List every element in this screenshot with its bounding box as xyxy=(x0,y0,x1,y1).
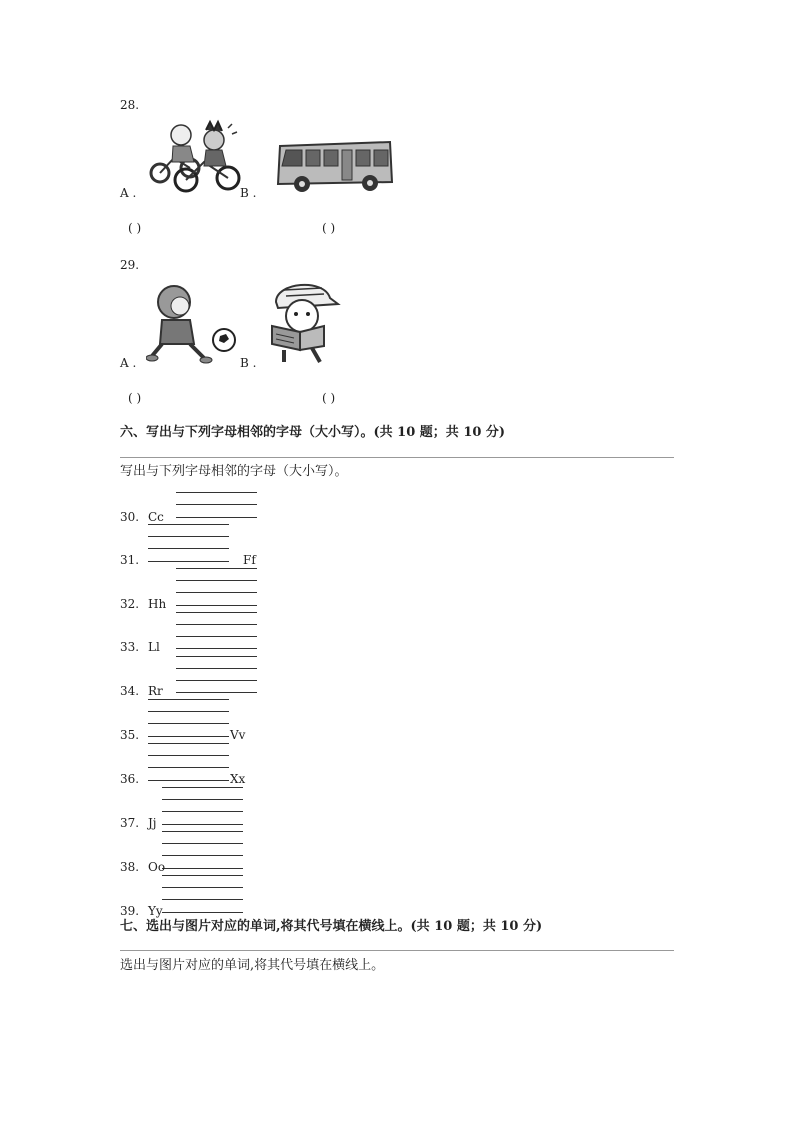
item-35-number: 35. xyxy=(120,728,140,742)
football-boy-illustration xyxy=(146,282,240,366)
question-28-blank-b[interactable]: ( ) xyxy=(322,221,336,235)
item-30-letter: Cc xyxy=(148,510,164,524)
item-38-number: 38. xyxy=(120,860,140,874)
answer-line-33c[interactable] xyxy=(176,636,257,637)
question-29-number: 29. xyxy=(120,258,140,272)
item-38-letter: Oo xyxy=(148,860,166,874)
section-7-heading: 七、选出与图片对应的单词,将其代号填在横线上。(共 10 题；共 10 分) xyxy=(120,919,543,934)
item-37-number: 37. xyxy=(120,816,140,830)
answer-line-32b[interactable] xyxy=(176,580,257,581)
item-31-letter: Ff xyxy=(243,553,256,567)
answer-line-36b[interactable] xyxy=(148,755,229,756)
question-28-option-b: B . xyxy=(240,186,257,200)
item-34-number: 34. xyxy=(120,684,140,698)
answer-line-37d[interactable] xyxy=(162,824,243,825)
section-7-divider xyxy=(120,950,674,951)
item-30-number: 30. xyxy=(120,510,140,524)
answer-line-34d[interactable] xyxy=(176,692,257,693)
answer-line-38d[interactable] xyxy=(162,868,243,869)
answer-line-31c[interactable] xyxy=(148,548,229,549)
section-6-heading: 六、写出与下列字母相邻的字母（大小写）。(共 10 题；共 10 分) xyxy=(120,425,506,440)
answer-line-35d[interactable] xyxy=(148,736,229,737)
answer-line-33b[interactable] xyxy=(176,624,257,625)
answer-line-38a[interactable] xyxy=(162,831,243,832)
question-29-option-b: B . xyxy=(240,356,257,370)
question-29-option-a: A . xyxy=(120,356,137,370)
answer-line-31a[interactable] xyxy=(148,524,229,525)
item-32-number: 32. xyxy=(120,597,140,611)
answer-line-38c[interactable] xyxy=(162,855,243,856)
answer-line-34a[interactable] xyxy=(176,656,257,657)
answer-line-30a[interactable] xyxy=(176,492,257,493)
section-6-instruction: 写出与下列字母相邻的字母（大小写）。 xyxy=(120,464,348,479)
answer-line-37a[interactable] xyxy=(162,787,243,788)
bicycles-illustration xyxy=(148,118,242,196)
answer-line-34c[interactable] xyxy=(176,680,257,681)
answer-line-38b[interactable] xyxy=(162,843,243,844)
question-28-option-a: A . xyxy=(120,186,137,200)
answer-line-37b[interactable] xyxy=(162,799,243,800)
item-39-letter: Yy xyxy=(148,904,163,918)
item-34-letter: Rr xyxy=(148,684,163,698)
item-33-letter: Ll xyxy=(148,640,160,654)
answer-line-31b[interactable] xyxy=(148,536,229,537)
answer-line-30c[interactable] xyxy=(176,517,257,518)
answer-line-36c[interactable] xyxy=(148,767,229,768)
item-37-letter: Jj xyxy=(148,816,157,830)
answer-line-32d[interactable] xyxy=(176,605,257,606)
bus-illustration xyxy=(272,138,394,194)
answer-line-32a[interactable] xyxy=(176,568,257,569)
answer-line-30b[interactable] xyxy=(176,504,257,505)
item-31-number: 31. xyxy=(120,553,140,567)
answer-line-35c[interactable] xyxy=(148,723,229,724)
answer-line-39d[interactable] xyxy=(162,912,243,913)
answer-line-36a[interactable] xyxy=(148,743,229,744)
item-39-number: 39. xyxy=(120,904,140,918)
item-36-number: 36. xyxy=(120,772,140,786)
answer-line-35b[interactable] xyxy=(148,711,229,712)
section-7-instruction: 选出与图片对应的单词,将其代号填在横线上。 xyxy=(120,958,385,973)
item-36-letter: Xx xyxy=(230,772,246,786)
question-29-blank-b[interactable]: ( ) xyxy=(322,391,336,405)
item-32-letter: Hh xyxy=(148,597,167,611)
reading-boy-illustration xyxy=(264,276,342,366)
answer-line-39c[interactable] xyxy=(162,899,243,900)
answer-line-34b[interactable] xyxy=(176,668,257,669)
question-28-number: 28. xyxy=(120,98,140,112)
question-28-blank-a[interactable]: ( ) xyxy=(128,221,142,235)
item-33-number: 33. xyxy=(120,640,140,654)
answer-line-37c[interactable] xyxy=(162,811,243,812)
answer-line-36d[interactable] xyxy=(148,780,229,781)
answer-line-35a[interactable] xyxy=(148,699,229,700)
answer-line-33d[interactable] xyxy=(176,648,257,649)
answer-line-31d[interactable] xyxy=(148,561,229,562)
answer-line-33a[interactable] xyxy=(176,612,257,613)
item-35-letter: Vv xyxy=(230,728,246,742)
section-6-divider xyxy=(120,457,674,458)
answer-line-39b[interactable] xyxy=(162,887,243,888)
answer-line-39a[interactable] xyxy=(162,875,243,876)
answer-line-32c[interactable] xyxy=(176,592,257,593)
question-29-blank-a[interactable]: ( ) xyxy=(128,391,142,405)
